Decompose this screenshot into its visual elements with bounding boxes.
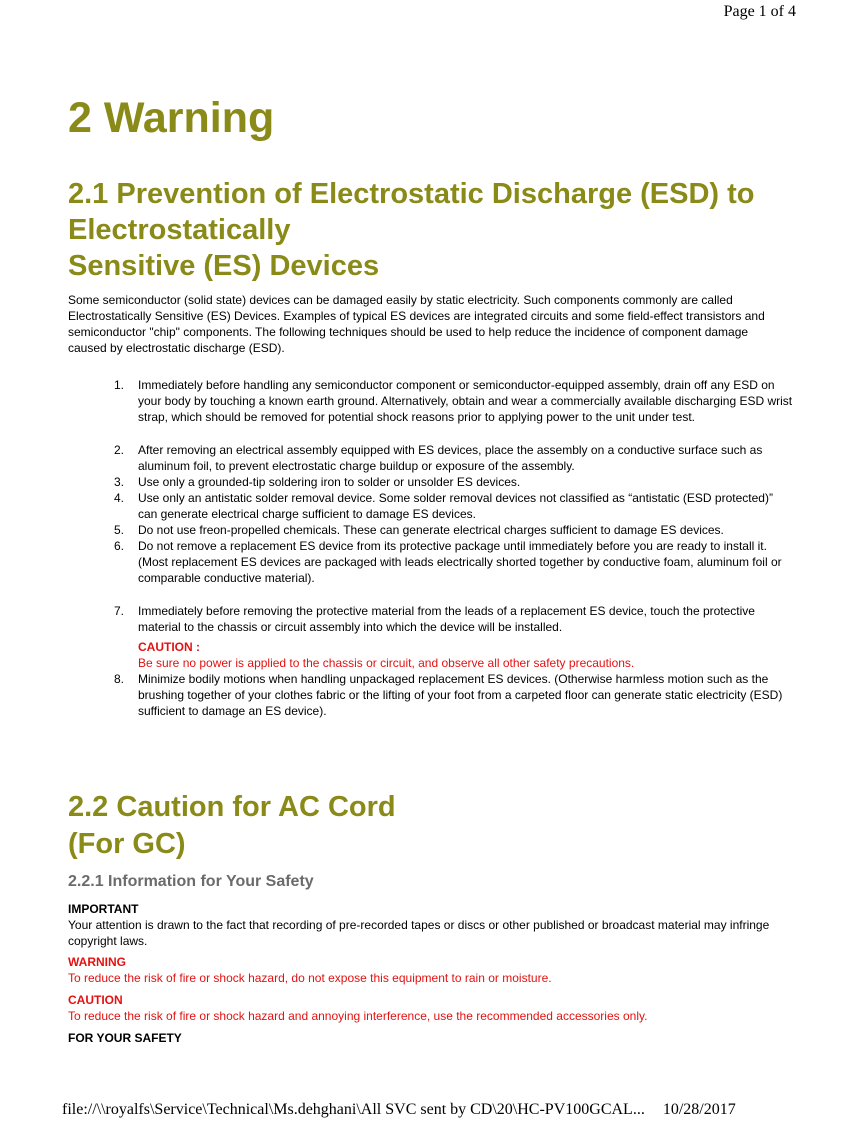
list-item (94, 522, 794, 538)
esd-steps-list (94, 377, 794, 719)
step-number: 4. (113, 491, 124, 505)
for-your-safety-label: FOR YOUR SAFETY (68, 1031, 182, 1045)
list-item (94, 474, 794, 490)
warning-label: WARNING (68, 955, 126, 969)
caution-text: Be sure no power is applied to the chassis or circuit, and observe all other safety precautions. (138, 656, 635, 670)
list-item (94, 377, 794, 425)
step-text: Do not use freon-propelled chemicals. These can generate electrical charges sufficient to damage ES devices. (138, 523, 724, 537)
print-date: 10/28/2017 (662, 1101, 736, 1118)
subsection-heading: 2.2.1 Information for Your Safety (68, 873, 314, 890)
page-number: Page 1 of 4 (723, 3, 796, 20)
heading-line: Electrostatically (68, 214, 291, 246)
step-text: Immediately before removing the protective material from the leads of a replacement ES device, touch the protective material to the chassis or circuit assembly into which the device will be installed. (138, 604, 755, 634)
heading-line: Sensitive (ES) Devices (68, 250, 380, 282)
important-text: Your attention is drawn to the fact that recording of pre-recorded tapes or discs or other published or broadcast material may infringe copyright laws. (68, 918, 770, 948)
intro-paragraph: Some semiconductor (solid state) devices can be damaged easily by static electricity. Such components commonly are called Electrostatically Sensitive (ES) Devices. Examples of typical ES devices are integrated circuits and some field-effect transistors and semiconductor "chip" components. The following techniques should be used to help reduce the incidence of component damage caused by electrostatic discharge (ESD). (68, 293, 765, 355)
step-text: Use only an antistatic solder removal device. Some solder removal devices not classified as “antistatic (ESD protected)” can generate electrical charge sufficient to damage ES devices. (138, 491, 773, 521)
step-text: Immediately before handling any semiconductor component or semiconductor-equipped assembly, drain off any ESD on your body by touching a known earth ground. Alternatively, obtain and wear a commercially available discharging ESD wrist strap, which should be removed for potential shock reasons prior to applying power to the unit under test. (138, 378, 793, 424)
list-item (94, 490, 794, 522)
heading-line: 2.1 Prevention of Electrostatic Discharge (ESD) to (68, 178, 755, 210)
step-number: 6. (113, 539, 124, 553)
step-text: Minimize bodily motions when handling unpackaged replacement ES devices. (Otherwise harmless motion such as the brushing together of your clothes fabric or the lifting of your foot from a carpeted floor can generate static electricity (ESD) sufficient to damage an ES device). (138, 672, 783, 718)
step-number: 8. (113, 672, 124, 686)
step-number: 3. (113, 475, 124, 489)
step-text: Do not remove a replacement ES device from its protective package until immediately before you are ready to install it. (Most replacement ES devices are packaged with leads electrically shorted together by conductive foam, aluminum foil or comparable conductive material). (138, 539, 782, 585)
list-item (94, 603, 794, 671)
caution-label: CAUTION : (138, 640, 200, 654)
warning-text: To reduce the risk of fire or shock hazard, do not expose this equipment to rain or moisture. (68, 971, 552, 985)
step-text: Use only a grounded-tip soldering iron to solder or unsolder ES devices. (138, 475, 521, 489)
heading-line: 2.2 Caution for AC Cord (68, 791, 396, 823)
file-path: file://\\royalfs\Service\Technical\Ms.dehghani\All SVC sent by CD\20\HC-PV100GCAL... (62, 1101, 645, 1118)
step-number: 2. (113, 443, 124, 457)
heading-line: (For GC) (68, 828, 186, 860)
section-heading-ac-cord (68, 789, 396, 863)
page-title: 2 Warning (68, 94, 275, 142)
list-item (94, 442, 794, 474)
safety-notices (68, 901, 790, 1046)
list-item (94, 538, 794, 586)
caution-text: To reduce the risk of fire or shock hazard and annoying interference, use the recommended accessories only. (68, 1009, 648, 1023)
important-label: IMPORTANT (68, 902, 139, 916)
page-footer (62, 1101, 736, 1119)
step-number: 1. (113, 378, 124, 392)
list-item (94, 671, 794, 719)
caution-label: CAUTION (68, 993, 123, 1007)
step-number: 5. (113, 523, 124, 537)
step-number: 7. (113, 604, 124, 618)
section-heading-esd (68, 176, 755, 284)
step-text: After removing an electrical assembly equipped with ES devices, place the assembly on a conductive surface such as aluminum foil, to prevent electrostatic charge buildup or exposure of the assembly. (138, 443, 763, 473)
